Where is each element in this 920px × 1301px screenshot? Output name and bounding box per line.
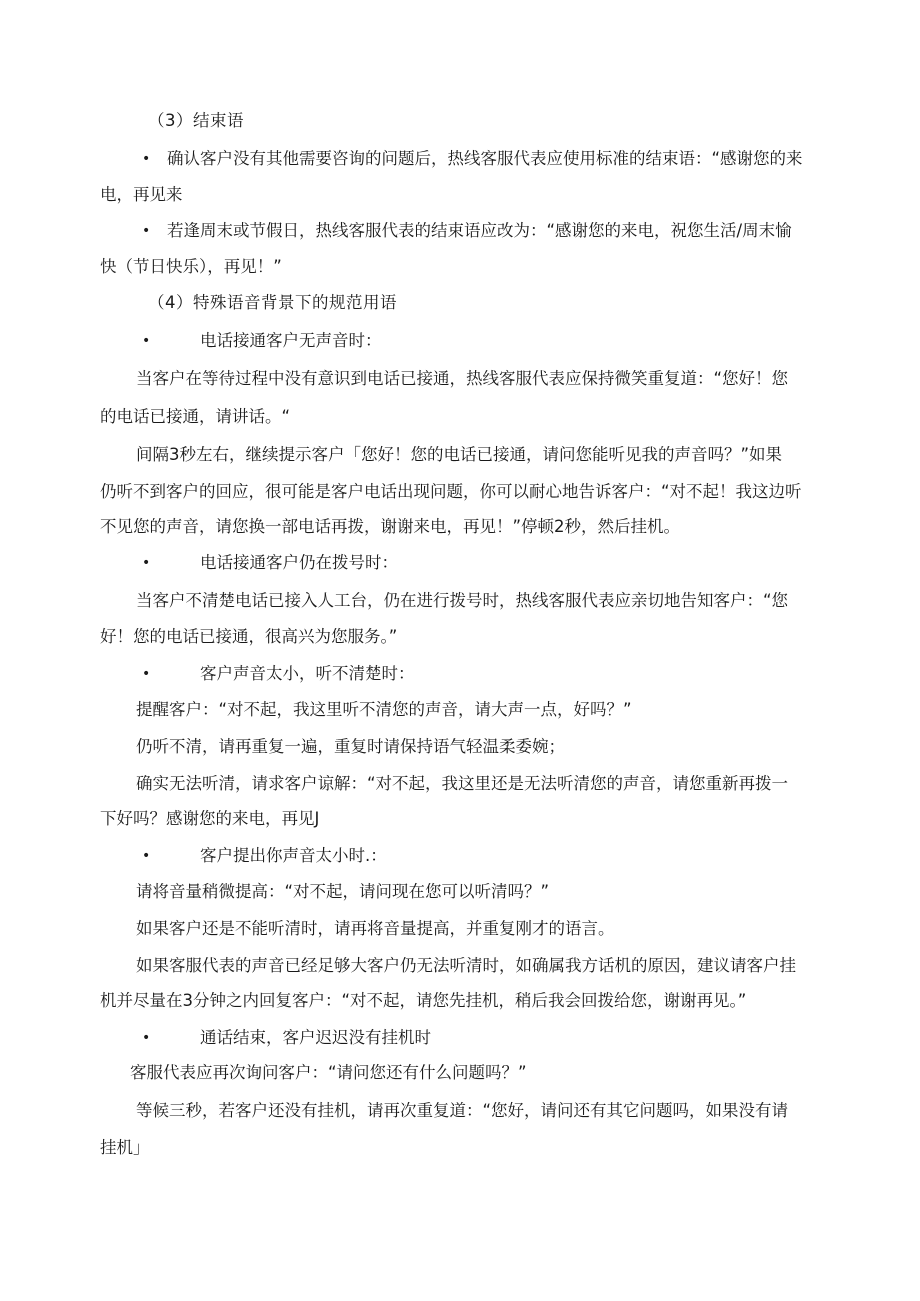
case1-p1-text2: 的电话已接通，请讲话。“ [100, 407, 291, 426]
case3-p3-text2: 下好吗？感谢您的来电，再见J [100, 809, 320, 828]
section3-heading-line [0, 110, 920, 132]
case5-p2-line1 [0, 1100, 920, 1122]
case1-p1-text1: 当客户在等待过程中没有意识到电话已接通，热线客服代表应保持微笑重复道：“您好！您 [136, 369, 789, 388]
bullet-icon: • [142, 223, 151, 239]
case3-p2-line [0, 736, 920, 758]
case5-p2-text2: 挂机」 [100, 1138, 150, 1157]
bullet-icon: • [142, 333, 151, 349]
case4-p1-line [0, 881, 920, 903]
case4-p2-line [0, 918, 920, 940]
case2-title: 电话接通客户仍在拨号时： [200, 553, 398, 572]
case1-p2-line2 [0, 481, 920, 503]
case4-p2-text: 如果客户还是不能听清时，请再将音量提高，并重复刚才的语言。 [136, 919, 615, 938]
section3-item1-text2: 电，再见来 [100, 185, 183, 204]
case4-p1-text: 请将音量稍微提高：“对不起，请问现在您可以听清吗？” [136, 882, 550, 901]
case4-title-line [0, 845, 920, 867]
bullet-icon: • [142, 848, 151, 864]
case1-p2-line3 [0, 516, 920, 538]
case4-p3-line1 [0, 955, 920, 977]
case3-title: 客户声音太小，听不清楚时： [200, 664, 415, 683]
case5-p1-line [0, 1062, 920, 1084]
section3-item1-text1: 确认客户没有其他需要咨询的问题后，热线客服代表应使用标准的结束语：“感谢您的来 [167, 149, 803, 168]
bullet-icon: • [142, 1030, 151, 1046]
case5-title-line [0, 1027, 920, 1049]
case1-p2-text1: 间隔3秒左右，继续提示客户「您好！您的电话已接通，请问您能听见我的声音吗？”如果 [136, 445, 783, 464]
section3-heading: （3）结束语 [148, 111, 244, 130]
case2-p1-text1: 当客户不清楚电话已接入人工台，仍在进行拨号时，热线客服代表应亲切地告知客户：“您 [136, 591, 789, 610]
case4-p3-line2 [0, 990, 920, 1012]
case5-p2-line2 [0, 1137, 920, 1159]
case5-p2-text1: 等候三秒，若客户还没有挂机，请再次重复道：“您好，请问还有其它问题吗，如果没有请 [136, 1101, 789, 1120]
case1-p1-line2 [0, 406, 920, 428]
case3-p1-line [0, 699, 920, 721]
case3-p3-line2 [0, 808, 920, 830]
case3-title-line [0, 663, 920, 685]
bullet-icon: • [142, 666, 151, 682]
case2-title-line [0, 552, 920, 574]
case3-p1-text: 提醒客户：“对不起，我这里听不清您的声音，请大声一点，好吗？” [136, 700, 632, 719]
case4-title: 客户提出你声音太小时.： [200, 846, 387, 865]
case1-p2-line1 [0, 444, 920, 466]
case2-p1-text2: 好！您的电话已接通，很高兴为您服务。” [100, 627, 398, 646]
section3-item1-line2 [0, 184, 920, 206]
section4-heading: （4）特殊语音背景下的规范用语 [148, 293, 397, 312]
case5-title: 通话结束，客户迟迟没有挂机时 [200, 1028, 431, 1047]
bullet-icon: • [142, 151, 151, 167]
case1-p2-text2: 仍听不到客户的回应，很可能是客户电话出现问题，你可以耐心地告诉客户：“对不起！我这边听 [100, 482, 802, 501]
bullet-icon: • [142, 555, 151, 571]
case2-p1-line2 [0, 626, 920, 648]
case3-p3-line1 [0, 773, 920, 795]
section3-item2-text1: 若逢周末或节假日，热线客服代表的结束语应改为：“感谢您的来电，祝您生活/周末愉 [167, 221, 792, 240]
case2-p1-line1 [0, 590, 920, 612]
case3-p2-text: 仍听不清，请再重复一遍，重复时请保持语气轻温柔委婉； [136, 737, 565, 756]
section3-item2-line2 [0, 256, 920, 278]
case1-p1-line1 [0, 368, 920, 390]
case5-p1-text: 客服代表应再次询问客户：“请问您还有什么问题吗？” [130, 1063, 527, 1082]
section3-item1-line1 [0, 148, 920, 170]
case1-p2-text3: 不见您的声音，请您换一部电话再拨，谢谢来电，再见！”停顿2秒，然后挂机。 [100, 517, 681, 536]
section3-item2-line1 [0, 220, 920, 242]
case1-title: 电话接通客户无声音时： [200, 331, 382, 350]
case4-p3-text1: 如果客服代表的声音已经足够大客户仍无法听清时，如确属我方话机的原因，建议请客户挂 [136, 956, 796, 975]
section3-item2-text2: 快（节日快乐），再见！” [100, 257, 282, 276]
case3-p3-text1: 确实无法听清，请求客户谅解：“对不起，我这里还是无法听清您的声音，请您重新再拨一 [136, 774, 789, 793]
section4-heading-line [0, 292, 920, 314]
case1-title-line [0, 330, 920, 352]
case4-p3-text2: 机并尽量在3分钟之内回复客户：“对不起，请您先挂机，稍后我会回拨给您，谢谢再见。” [100, 991, 747, 1010]
